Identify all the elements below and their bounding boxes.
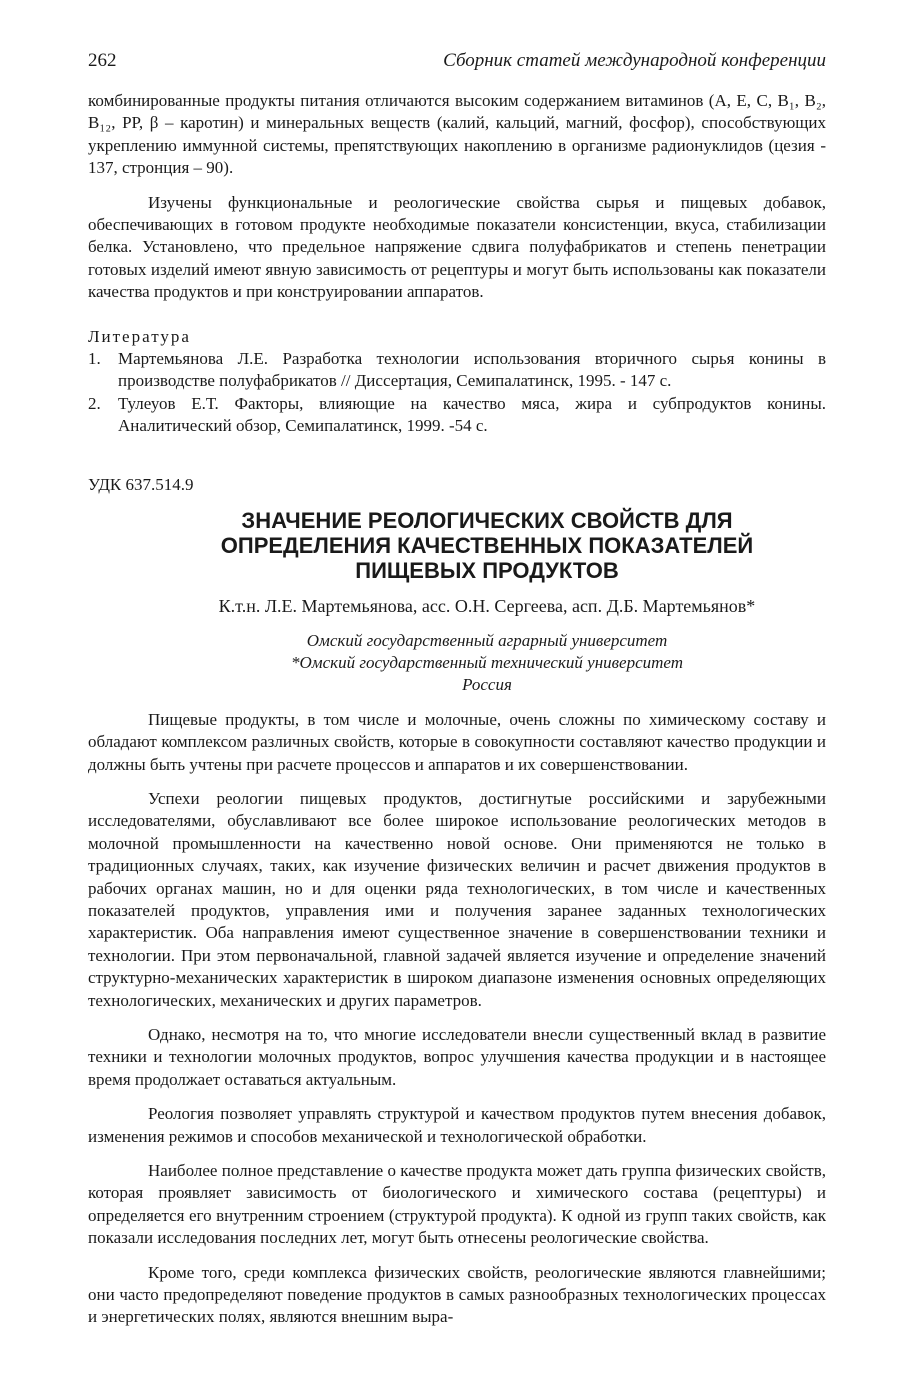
article-title-line: ОПРЕДЕЛЕНИЯ КАЧЕСТВЕННЫХ ПОКАЗАТЕЛЕЙ [220, 533, 754, 559]
reference-text: Тулеуов Е.Т. Факторы, влияющие на качество мяса, жира и субпродуктов конины. Аналитический обзор, Семипалатинск, 1999. -54 с. [118, 393, 826, 436]
document-page [88, 50, 826, 1329]
body-paragraph: Реология позволяет управлять структурой и качеством продуктов путем внесения добавок, изменения режимов и способов механической и технологической обработки. [88, 1104, 826, 1146]
page-header [88, 50, 826, 78]
body-paragraph: Пищевые продукты, в том числе и молочные, очень сложны по химическому составу и обладают комплексом различных свойств, которые в совокупности составляют качество продукции и должны быть учтены при расчете процессов и аппаратов и их совершенствовании. [88, 709, 826, 774]
body-paragraph: Успехи реологии пищевых продуктов, достигнутые российскими и зарубежными исследователями, обуславливают все более широкое использование реологических методов в молочной промышленности на качественно новой основе. Они применяются не только в традиционных случаях, таких, как изучение физических величин и расчет движения продуктов в рабочих органах машин, но и для оценки ряда технологических, в том числе и качественных показателей продуктов, управления ими и получения заранее заданных технологических характеристик. Оба направления имеют существенное значение в совершенствовании техники и технологии. При этом первоначальной, главной задачей является изучение и определение значений структурно-механических характеристик в широком диапазоне изменения основных определяющих технологических, механических и других параметров. [88, 788, 826, 1010]
reference-text: Мартемьянова Л.Е. Разработка технологии использования вторичного сырья конины в производстве полуфабрикатов // Диссертация, Семипалатинск, 1995. - 147 с. [118, 349, 826, 391]
article-authors: К.т.н. Л.Е. Мартемьянова, асс. О.Н. Сергеева, асп. Д.Б. Мартемьянов* [218, 596, 756, 617]
body-paragraph: Наиболее полное представление о качестве продукта может дать группа физических свойств, которая проявляет зависимость от биологического и химического состава (рецептуры) и определяется его внутренним строением (структурой продукта). К одной из групп таких свойств, как показали исследования последних лет, могут быть отнесены реологические свойства. [88, 1161, 826, 1248]
reference-number: 2. [88, 393, 101, 413]
udk-code: УДК 637.514.9 [88, 474, 194, 494]
page-number: 262 [88, 50, 117, 71]
article-title-line: ЗНАЧЕНИЕ РЕОЛОГИЧЕСКИХ СВОЙСТВ ДЛЯ [241, 508, 733, 534]
intro-paragraph-1: комбинированные продукты питания отличаются высоким содержанием витаминов (А, Е, С, В₁, В₂, В₁₂, РР, β – каротин) и минеральных веществ (калий, кальций, магний, фосфор), способствующих укреплению иммунной системы, препятствующих накоплению в организме радионуклидов (цезия - 137, стронция – 90). [88, 91, 826, 178]
affiliation-line: *Омский государственный технический университет [291, 652, 683, 672]
affiliations [88, 630, 826, 697]
reference-item [88, 393, 826, 438]
affiliation-line: Омский государственный аграрный университет [306, 630, 668, 650]
reference-item [88, 348, 826, 393]
running-title: Сборник статей международной конференции [443, 50, 826, 71]
references-list [88, 348, 826, 438]
body-paragraph: Кроме того, среди комплекса физических свойств, реологические являются главнейшими; они часто предопределяют поведение продуктов в самых разнообразных технологических процессах и энергетических полях, являются внешним выра- [88, 1262, 826, 1327]
intro-paragraph-2: Изучены функциональные и реологические свойства сырья и пищевых добавок, обеспечивающих в готовом продукте необходимые показатели консистенции, вкуса, стабилизации белка. Установлено, что предельное напряжение сдвига полуфабрикатов и степень пенетрации готовых изделий имеют явную зависимость от рецептуры и могут быть использованы как показатели качества продуктов и при конструировании аппаратов. [88, 192, 826, 302]
body-paragraph: Однако, несмотря на то, что многие исследователи внесли существенный вклад в развитие техники и технологии молочных продуктов, вопрос улучшения качества продукции и в настоящее время продолжает оставаться актуальным. [88, 1025, 826, 1089]
reference-number: 1. [88, 349, 101, 369]
article-title-line: ПИЩЕВЫХ ПРОДУКТОВ [355, 558, 619, 584]
article-title [88, 508, 826, 583]
affiliation-country: Россия [462, 675, 512, 695]
literature-title: Литература [88, 326, 191, 346]
